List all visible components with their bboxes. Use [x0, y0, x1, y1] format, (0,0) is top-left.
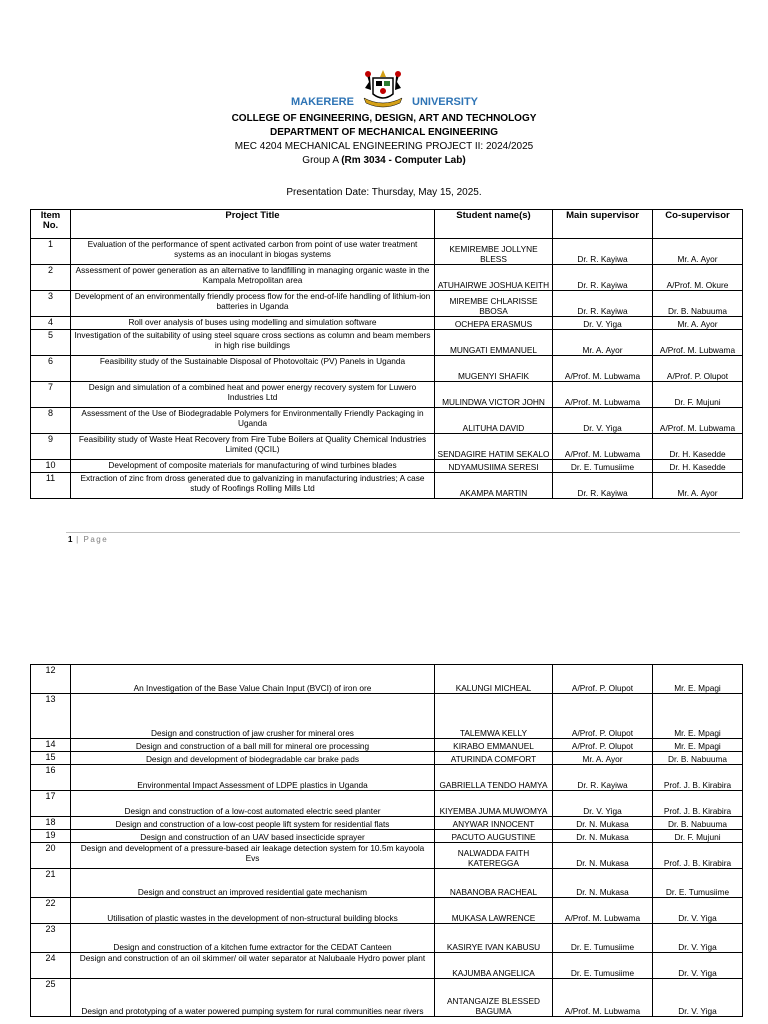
table-row	[31, 473, 743, 499]
student-name-cell: ATURINDA COMFORT	[435, 752, 553, 765]
item-number-cell: 16	[31, 765, 71, 791]
table-row	[31, 830, 743, 843]
student-name-cell: KIRABO EMMANUEL	[435, 739, 553, 752]
table-row	[31, 317, 743, 330]
item-number-cell: 7	[31, 382, 71, 408]
project-title-cell: Utilisation of plastic wastes in the development of non-structural building blocks	[71, 898, 435, 924]
item-number-cell: 2	[31, 265, 71, 291]
table-row	[31, 791, 743, 817]
column-header-co-supervisor: Co-supervisor	[653, 210, 743, 239]
student-name-cell: KIYEMBA JUMA MUWOMYA	[435, 791, 553, 817]
main-supervisor-cell: Dr. E. Tumusiime	[553, 953, 653, 979]
item-number-cell: 17	[31, 791, 71, 817]
project-title-cell: Evaluation of the performance of spent activated carbon from point of use water treatment systems as an inoculant in biogas systems	[71, 239, 435, 265]
co-supervisor-cell: Dr. B. Nabuuma	[653, 817, 743, 830]
item-number-cell: 23	[31, 924, 71, 953]
co-supervisor-cell: Mr. E. Mpagi	[653, 739, 743, 752]
main-supervisor-cell: Dr. R. Kayiwa	[553, 473, 653, 499]
student-name-cell: MULINDWA VICTOR JOHN	[435, 382, 553, 408]
project-title-cell: Design and construction of a low-cost people lift system for residential flats	[71, 817, 435, 830]
item-number-cell: 19	[31, 830, 71, 843]
project-title-cell: Design and construction of an oil skimmer/ oil water separator at Nalubaale Hydro power plant	[71, 953, 435, 979]
page-separator: |	[72, 535, 84, 544]
main-supervisor-cell: A/Prof. P. Olupot	[553, 739, 653, 752]
student-name-cell: NABANOBA RACHEAL	[435, 869, 553, 898]
table-row	[31, 924, 743, 953]
student-name-cell: OCHEPA ERASMUS	[435, 317, 553, 330]
table-row	[31, 739, 743, 752]
project-title-cell: Design and construction of a kitchen fume extractor for the CEDAT Canteen	[71, 924, 435, 953]
table-row	[31, 843, 743, 869]
student-name-cell: ANTANGAIZE BLESSED BAGUMA	[435, 979, 553, 1017]
co-supervisor-cell: Dr. V. Yiga	[653, 924, 743, 953]
column-header-project-title: Project Title	[71, 210, 435, 239]
item-number-cell: 8	[31, 408, 71, 434]
project-title-cell: Design and construct an improved residential gate mechanism	[71, 869, 435, 898]
co-supervisor-cell: Mr. A. Ayor	[653, 317, 743, 330]
co-supervisor-cell: A/Prof. M. Lubwama	[653, 408, 743, 434]
university-name-right: UNIVERSITY	[412, 96, 479, 108]
project-title-cell: Feasibility study of the Sustainable Disposal of Photovoltaic (PV) Panels in Uganda	[71, 356, 435, 382]
main-supervisor-cell: Dr. N. Mukasa	[553, 869, 653, 898]
page-number: 1	[68, 535, 73, 544]
co-supervisor-cell: Mr. E. Mpagi	[653, 665, 743, 694]
column-header-main-supervisor: Main supervisor	[553, 210, 653, 239]
table-row	[31, 665, 743, 694]
project-title-cell: Roll over analysis of buses using modelling and simulation software	[71, 317, 435, 330]
project-title-cell: Environmental Impact Assessment of LDPE plastics in Uganda	[71, 765, 435, 791]
item-number-cell: 21	[31, 869, 71, 898]
main-supervisor-cell: Dr. V. Yiga	[553, 317, 653, 330]
project-title-cell: Design and construction of a ball mill for mineral ore processing	[71, 739, 435, 752]
item-number-cell: 3	[31, 291, 71, 317]
co-supervisor-cell: A/Prof. M. Okure	[653, 265, 743, 291]
student-name-cell: GABRIELLA TENDO HAMYA	[435, 765, 553, 791]
main-supervisor-cell: A/Prof. M. Lubwama	[553, 382, 653, 408]
project-title-cell: Development of composite materials for manufacturing of wind turbines blades	[71, 460, 435, 473]
co-supervisor-cell: Mr. A. Ayor	[653, 473, 743, 499]
table-row	[31, 330, 743, 356]
co-supervisor-cell: Mr. E. Mpagi	[653, 694, 743, 739]
table-row	[31, 356, 743, 382]
item-number-cell: 12	[31, 665, 71, 694]
group-room: (Rm 3034 - Computer Lab)	[341, 155, 466, 166]
co-supervisor-cell: Prof. J. B. Kirabira	[653, 843, 743, 869]
item-number-cell: 22	[31, 898, 71, 924]
projects-table-page-1	[30, 209, 743, 499]
main-supervisor-cell: Dr. V. Yiga	[553, 791, 653, 817]
column-header-item-no: Item No.	[31, 210, 71, 239]
main-supervisor-cell: A/Prof. M. Lubwama	[553, 979, 653, 1017]
project-title-cell: Design and simulation of a combined heat and power energy recovery system for Luwero Industries Ltd	[71, 382, 435, 408]
table-row	[31, 953, 743, 979]
co-supervisor-cell: Prof. J. B. Kirabira	[653, 791, 743, 817]
main-supervisor-cell: Dr. E. Tumusiime	[553, 924, 653, 953]
course-title: MEC 4204 MECHANICAL ENGINEERING PROJECT II: 2024/2025	[234, 141, 534, 152]
group-label: Group A	[302, 155, 342, 166]
student-name-cell: SENDAGIRE HATIM SEKALO	[435, 434, 553, 460]
projects-table-page-2	[30, 664, 743, 1017]
co-supervisor-cell: Dr. V. Yiga	[653, 953, 743, 979]
department-name: DEPARTMENT OF MECHANICAL ENGINEERING	[270, 127, 498, 138]
main-supervisor-cell: A/Prof. P. Olupot	[553, 694, 653, 739]
main-supervisor-cell: Dr. V. Yiga	[553, 408, 653, 434]
student-name-cell: MIREMBE CHLARISSE BBOSA	[435, 291, 553, 317]
student-name-cell: TALEMWA KELLY	[435, 694, 553, 739]
main-supervisor-cell: A/Prof. M. Lubwama	[553, 898, 653, 924]
project-title-cell: Design and development of a pressure-based air leakage detection system for 10.5m kayoola Evs	[71, 843, 435, 869]
footer-divider	[66, 532, 740, 533]
table-row	[31, 869, 743, 898]
project-title-cell: Development of an environmentally friendly process flow for the end-of-life handling of lithium-ion batteries in Uganda	[71, 291, 435, 317]
item-number-cell: 20	[31, 843, 71, 869]
main-supervisor-cell: Dr. R. Kayiwa	[553, 765, 653, 791]
item-number-cell: 11	[31, 473, 71, 499]
item-number-cell: 13	[31, 694, 71, 739]
table-row	[31, 694, 743, 739]
student-name-cell: KEMIREMBE JOLLYNE BLESS	[435, 239, 553, 265]
project-title-cell: An Investigation of the Base Value Chain Input (BVCI) of iron ore	[71, 665, 435, 694]
project-title-cell: Assessment of power generation as an alternative to landfilling in managing organic waste in the Kampala Metropolitan area	[71, 265, 435, 291]
student-name-cell: KASIRYE IVAN KABUSU	[435, 924, 553, 953]
table-row	[31, 408, 743, 434]
co-supervisor-cell: A/Prof. M. Lubwama	[653, 330, 743, 356]
item-number-cell: 18	[31, 817, 71, 830]
student-name-cell: ATUHAIRWE JOSHUA KEITH	[435, 265, 553, 291]
item-number-cell: 25	[31, 979, 71, 1017]
student-name-cell: MUKASA LAWRENCE	[435, 898, 553, 924]
table-header-row	[31, 210, 743, 239]
project-title-cell: Design and development of biodegradable car brake pads	[71, 752, 435, 765]
project-title-cell: Design and construction of a low-cost automated electric seed planter	[71, 791, 435, 817]
column-header-student-names: Student name(s)	[435, 210, 553, 239]
main-supervisor-cell: Dr. N. Mukasa	[553, 817, 653, 830]
table-row	[31, 460, 743, 473]
co-supervisor-cell: Dr. V. Yiga	[653, 979, 743, 1017]
co-supervisor-cell: Dr. H. Kasedde	[653, 460, 743, 473]
co-supervisor-cell: A/Prof. P. Olupot	[653, 356, 743, 382]
table-row	[31, 239, 743, 265]
student-name-cell: ANYWAR INNOCENT	[435, 817, 553, 830]
item-number-cell: 14	[31, 739, 71, 752]
student-name-cell: KAJUMBA ANGELICA	[435, 953, 553, 979]
table-row	[31, 817, 743, 830]
main-supervisor-cell: Mr. A. Ayor	[553, 330, 653, 356]
item-number-cell: 9	[31, 434, 71, 460]
main-supervisor-cell: Dr. R. Kayiwa	[553, 291, 653, 317]
project-title-cell: Feasibility study of Waste Heat Recovery from Fire Tube Boilers at Quality Chemical Industries Limited (QCIL)	[71, 434, 435, 460]
main-supervisor-cell: A/Prof. M. Lubwama	[553, 356, 653, 382]
table-row	[31, 765, 743, 791]
item-number-cell: 24	[31, 953, 71, 979]
table-row	[31, 265, 743, 291]
student-name-cell: KALUNGI MICHEAL	[435, 665, 553, 694]
co-supervisor-cell: Dr. F. Mujuni	[653, 830, 743, 843]
main-supervisor-cell: Dr. N. Mukasa	[553, 843, 653, 869]
college-name: COLLEGE OF ENGINEERING, DESIGN, ART AND TECHNOLOGY	[231, 113, 537, 124]
table-row	[31, 382, 743, 408]
main-supervisor-cell: Mr. A. Ayor	[553, 752, 653, 765]
table-row	[31, 898, 743, 924]
page-word: Page	[83, 535, 109, 544]
main-supervisor-cell: Dr. R. Kayiwa	[553, 239, 653, 265]
main-supervisor-cell: Dr. R. Kayiwa	[553, 265, 653, 291]
co-supervisor-cell: Dr. H. Kasedde	[653, 434, 743, 460]
co-supervisor-cell: Dr. B. Nabuuma	[653, 291, 743, 317]
item-number-cell: 15	[31, 752, 71, 765]
project-title-cell: Design and prototyping of a water powered pumping system for rural communities near rivers	[71, 979, 435, 1017]
student-name-cell: NALWADDA FAITH KATEREGGA	[435, 843, 553, 869]
student-name-cell: AKAMPA MARTIN	[435, 473, 553, 499]
main-supervisor-cell: A/Prof. M. Lubwama	[553, 434, 653, 460]
co-supervisor-cell: Dr. E. Tumusiime	[653, 869, 743, 898]
main-supervisor-cell: Dr. N. Mukasa	[553, 830, 653, 843]
student-name-cell: NDYAMUSIIMA SERESI	[435, 460, 553, 473]
presentation-date: Presentation Date: Thursday, May 15, 2025.	[286, 187, 482, 198]
university-name-left: MAKERERE	[291, 96, 354, 108]
item-number-cell: 4	[31, 317, 71, 330]
table-row	[31, 434, 743, 460]
project-title-cell: Extraction of zinc from dross generated due to galvanizing in manufacturing industries; A case study of Roofings Rolling Mills Ltd	[71, 473, 435, 499]
item-number-cell: 6	[31, 356, 71, 382]
item-number-cell: 10	[31, 460, 71, 473]
table-row	[31, 979, 743, 1017]
student-name-cell: PACUTO AUGUSTINE	[435, 830, 553, 843]
group-line	[0, 154, 768, 167]
project-title-cell: Design and construction of jaw crusher for mineral ores	[71, 694, 435, 739]
project-title-cell: Investigation of the suitability of using steel square cross sections as column and beam members in high rise buildings	[71, 330, 435, 356]
page-footer	[68, 535, 108, 544]
table-row	[31, 752, 743, 765]
table-row	[31, 291, 743, 317]
co-supervisor-cell: Dr. F. Mujuni	[653, 382, 743, 408]
co-supervisor-cell: Mr. A. Ayor	[653, 239, 743, 265]
student-name-cell: MUNGATI EMMANUEL	[435, 330, 553, 356]
co-supervisor-cell: Dr. B. Nabuuma	[653, 752, 743, 765]
project-title-cell: Design and construction of an UAV based insecticide sprayer	[71, 830, 435, 843]
student-name-cell: ALITUHA DAVID	[435, 408, 553, 434]
main-supervisor-cell: A/Prof. P. Olupot	[553, 665, 653, 694]
item-number-cell: 5	[31, 330, 71, 356]
main-supervisor-cell: Dr. E. Tumusiime	[553, 460, 653, 473]
project-title-cell: Assessment of the Use of Biodegradable Polymers for Environmentally Friendly Packaging in Uganda	[71, 408, 435, 434]
co-supervisor-cell: Dr. V. Yiga	[653, 898, 743, 924]
student-name-cell: MUGENYI SHAFIK	[435, 356, 553, 382]
item-number-cell: 1	[31, 239, 71, 265]
co-supervisor-cell: Prof. J. B. Kirabira	[653, 765, 743, 791]
